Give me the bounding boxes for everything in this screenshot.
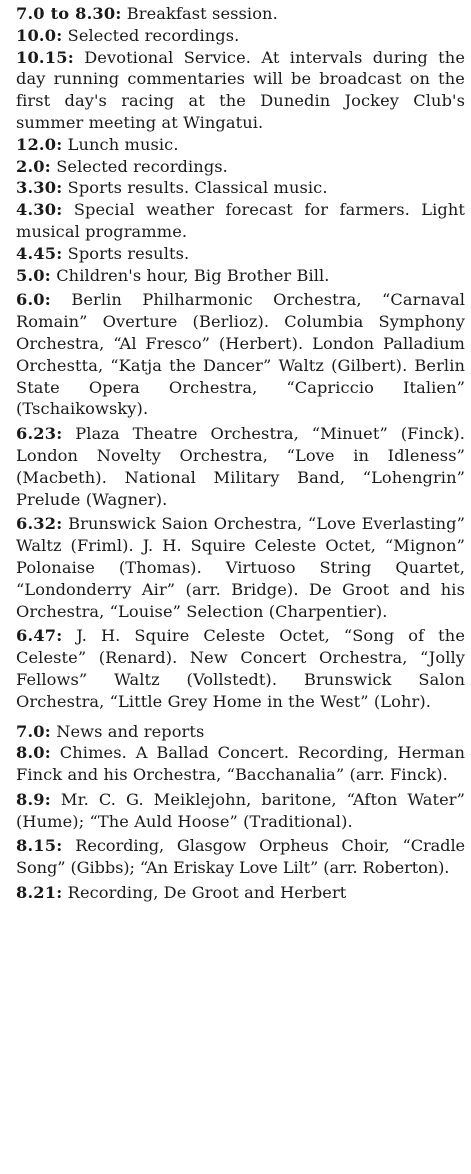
entry-time: 4.30: [16,200,63,220]
entry-text: Lunch music. [62,134,179,154]
programme-entry [16,625,465,712]
entry-text: Breakfast session. [121,4,278,23]
entry-time: 10.0: [16,25,63,45]
programme-entry [16,25,465,47]
entry-text: Special weather forecast for farmers. Light musical programme. [16,200,465,241]
programme-entry [16,289,465,420]
entry-text: Selected recordings. [50,156,228,176]
entry-time: 8.0: [16,743,51,763]
programme-entry [16,199,465,243]
programme-entry [16,243,465,265]
entry-time: 6.23: [16,424,63,444]
entry-time: 3.30: [16,178,63,198]
entry-text: News and reports [50,721,205,741]
entry-text: Brunswick Saion Orchestra, “Love Everlasting” Waltz (Friml). J. H. Squire Celeste Octet, “Mignon” Polonaise (Thomas). Virtuoso String Quartet, “Londonderry Air” (arr. Bridge). De Groot and his Orchestra, “Louise” Selection (Charpentier). [16,514,465,621]
programme-entry [16,134,465,156]
programme-entry [16,47,465,134]
entry-text: Devotional Service. At intervals during the day running commentaries will be broadcast on the first day's racing at the Dunedin Jockey Club's summer meeting at Wingatui. [16,47,465,132]
entry-text: Children's hour, Big Brother Bill. [50,265,330,285]
entry-time: 8.9: [16,789,51,809]
entry-text: Plaza Theatre Orchestra, “Minuet” (Finck). London Novelty Orchestra, “Love in Idleness” (Macbeth). National Military Band, “Lohengrin” Prelude (Wagner). [16,424,465,509]
programme-entry [16,789,465,833]
entry-time: 8.15: [16,836,63,856]
entry-time: 6.47: [16,626,63,646]
programme-entry [16,265,465,287]
entry-time: 6.32: [16,514,63,534]
entry-text: Mr. C. G. Meiklejohn, baritone, “Afton Water” (Hume); “The Auld Hoose” (Traditional). [16,789,465,831]
entry-text: Chimes. A Ballad Concert. Recording, Herman Finck and his Orchestra, “Bacchanalia” (arr. Finck). [16,743,465,785]
programme-entry [16,177,465,199]
programme-entry [16,3,465,25]
programme-entry [16,835,465,879]
programme-entry [16,513,465,622]
entry-time: 2.0: [16,156,51,176]
entry-time: 6.0: [16,290,51,310]
entry-time: 10.15: [16,47,74,67]
entry-text: Sports results. Classical music. [62,178,328,198]
programme-entry [16,721,465,743]
entry-time: 7.0: [16,721,51,741]
programme-entry [16,423,465,510]
entry-time: 12.0: [16,134,63,154]
programme-entry [16,156,465,178]
entry-text: Selected recordings. [62,25,240,45]
entry-text: Recording, Glasgow Orpheus Choir, “Cradle Song” (Gibbs); “An Eriskay Love Lilt” (arr. Roberton). [16,836,465,878]
entry-text: J. H. Squire Celeste Octet, “Song of the Celeste” (Renard). New Concert Orchestra, “Jolly Fellows” Waltz (Vollstedt). Brunswick Salon Orchestra, “Little Grey Home in the West” (Lohr). [16,626,465,711]
entry-time: 5.0: [16,265,51,285]
entry-time: 8.21: [16,883,63,903]
programme-entry [16,882,465,904]
entry-text: Sports results. [62,243,190,263]
programme-entry [16,742,465,786]
entry-time: 7.0 to 8.30: [16,4,122,23]
entry-text: Berlin Philharmonic Orchestra, “Carnaval Romain” Overture (Berlioz). Columbia Symphony Orchestra, “Al Fresco” (Herbert). London Palladium Orchestta, “Katja the Dancer” Waltz (Gilbert). Berlin State Opera Orchestra, “Capriccio Italien” (Tschaikowsky). [16,290,465,419]
entry-text: Recording, De Groot and Herbert [62,883,347,903]
entry-time: 4.45: [16,243,63,263]
